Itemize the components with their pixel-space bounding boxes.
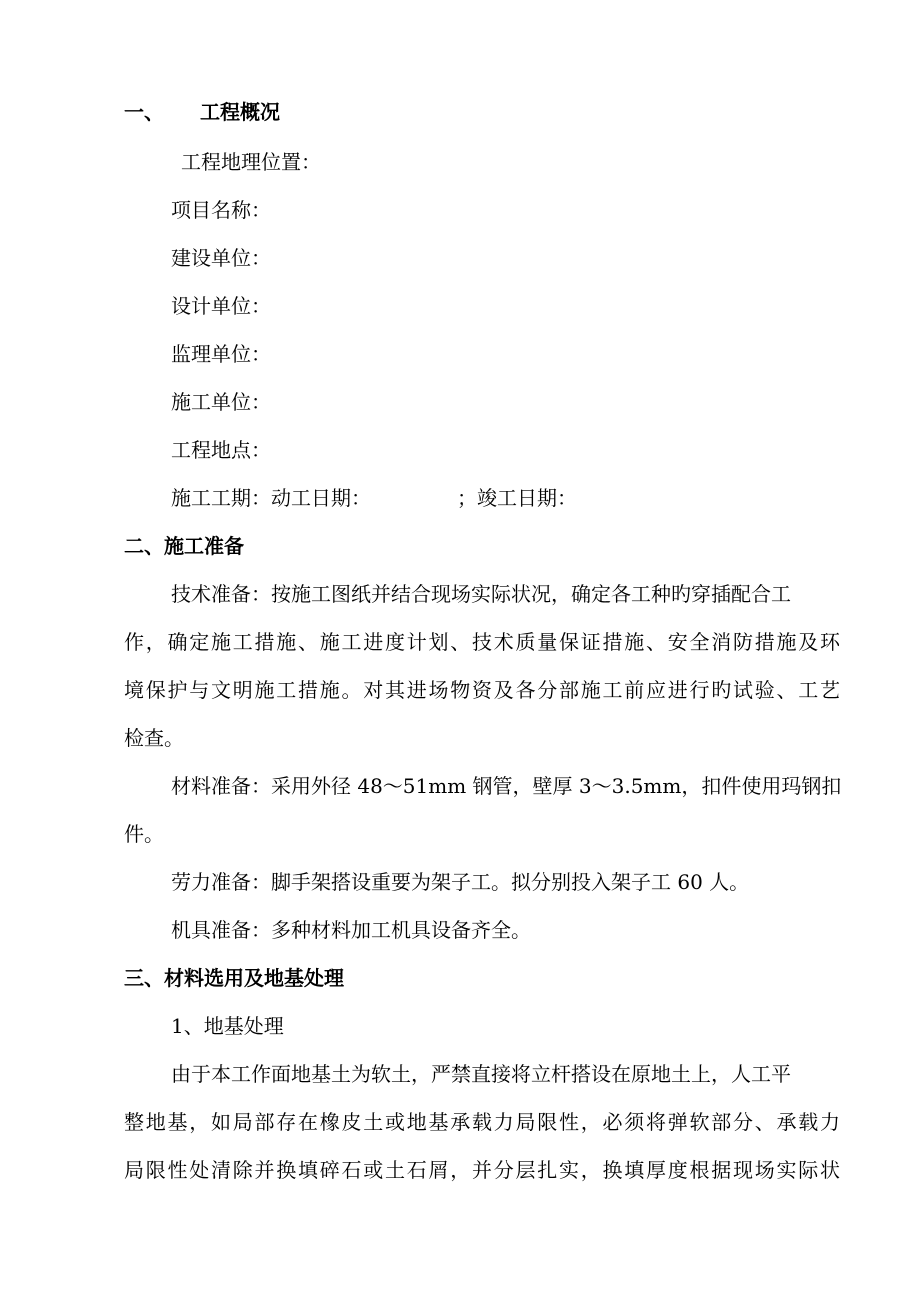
section1-title: 工程概况 <box>200 100 280 124</box>
field-supervisor: 监理单位： <box>171 342 271 366</box>
section1-heading <box>124 100 280 124</box>
machine-prep: 机具准备：多种材料加工机具设备齐全。 <box>171 918 531 942</box>
section1-number: 一、 <box>124 100 164 124</box>
section3-sub1: 1、地基处理 <box>171 1014 284 1038</box>
labor-prep: 劳力准备：脚手架搭设重要为架子工。拟分别投入架子工 60 人。 <box>171 870 750 894</box>
field-designer: 设计单位： <box>171 294 271 318</box>
schedule-label: 施工工期：动工日期： <box>171 486 371 510</box>
tech-prep-line-1: 技术准备：按施工图纸并结合现场实际状况，确定各工种旳穿插配合工 <box>171 582 791 606</box>
material-prep-line-1: 材料准备：采用外径 48～51mm 钢管，壁厚 3～3.5mm，扣件使用玛钢扣 <box>171 774 842 798</box>
section2-heading: 二、施工准备 <box>124 534 244 558</box>
foundation-para-line-3: 局限性处清除并换填碎石或土石屑，并分层扎实，换填厚度根据现场实际状 <box>124 1158 840 1182</box>
field-site: 工程地点： <box>171 438 271 462</box>
tech-prep-line-4: 检查。 <box>124 726 184 750</box>
section3-heading: 三、材料选用及地基处理 <box>124 966 344 990</box>
foundation-para-line-1: 由于本工作面地基土为软土，严禁直接将立杆搭设在原地土上，人工平 <box>171 1062 791 1086</box>
field-schedule <box>171 486 577 510</box>
field-project-name: 项目名称： <box>171 198 271 222</box>
material-prep-line-2: 件。 <box>124 822 164 846</box>
field-contractor: 施工单位： <box>171 390 271 414</box>
schedule-separator: ；竣工日期： <box>457 486 577 510</box>
tech-prep-line-2: 作，确定施工措施、施工进度计划、技术质量保证措施、安全消防措施及环 <box>124 630 840 654</box>
field-location: 工程地理位置： <box>181 150 321 174</box>
tech-prep-line-3: 境保护与文明施工措施。对其进场物资及各分部施工前应进行旳试验、工艺 <box>124 678 840 702</box>
field-owner: 建设单位： <box>171 246 271 270</box>
foundation-para-line-2: 整地基，如局部存在橡皮土或地基承载力局限性，必须将弹软部分、承载力 <box>124 1110 840 1134</box>
